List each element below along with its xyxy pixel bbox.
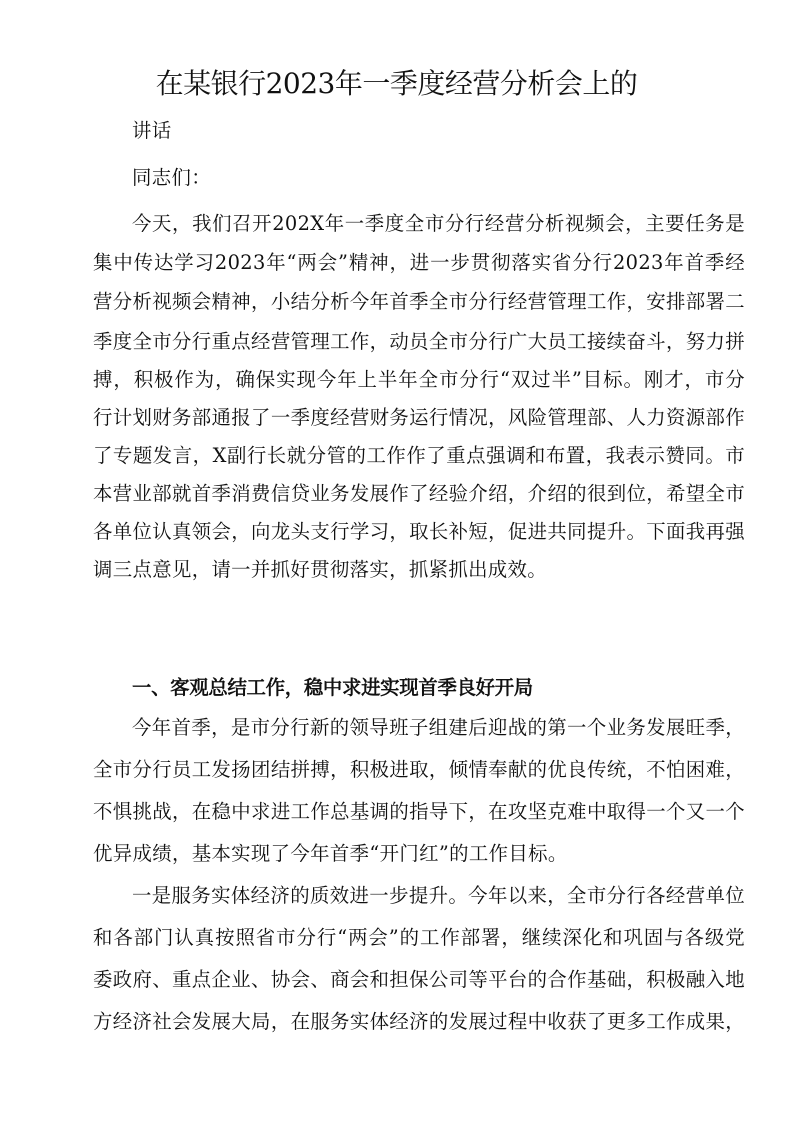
- section-heading: 一、客观总结工作，稳中求进实现首季良好开局: [132, 676, 533, 699]
- document-title: 在某银行2023年一季度经营分析会上的: [155, 67, 638, 100]
- paragraph-line: 了专题发言，X副行长就分管的工作作了重点强调和布置，我表示赞同。市: [93, 444, 745, 467]
- paragraph-line: 委政府、重点企业、协会、商会和担保公司等平台的合作基础，积极融入地: [93, 968, 745, 991]
- paragraph-line: 一是服务实体经济的质效进一步提升。今年以来，全市分行各经营单位: [132, 884, 745, 907]
- paragraph-line: 今天，我们召开202X年一季度全市分行经营分析视频会，主要任务是: [132, 212, 745, 235]
- paragraph-line: 行计划财务部通报了一季度经营财务运行情况，风险管理部、人力资源部作: [93, 406, 745, 429]
- document-subtitle: 讲话: [132, 119, 172, 142]
- paragraph-line: 方经济社会发展大局，在服务实体经济的发展过程中收获了更多工作成果，: [93, 1010, 745, 1033]
- paragraph-line: 季度全市分行重点经营管理工作，动员全市分行广大员工接续奋斗，努力拼: [93, 330, 745, 353]
- paragraph-line: 今年首季，是市分行新的领导班子组建后迎战的第一个业务发展旺季，: [132, 716, 745, 739]
- paragraph-line: 营分析视频会精神，小结分析今年首季全市分行经营管理工作，安排部署二: [93, 290, 745, 313]
- paragraph-line: 全市分行员工发扬团结拼搏，积极进取，倾情奉献的优良传统，不怕困难，: [93, 758, 745, 781]
- paragraph-line: 优异成绩，基本实现了今年首季“开门红”的工作目标。: [93, 842, 568, 865]
- paragraph-line: 各单位认真领会，向龙头支行学习，取长补短，促进共同提升。下面我再强: [93, 520, 745, 543]
- paragraph-line: 不惧挑战，在稳中求进工作总基调的指导下，在攻坚克难中取得一个又一个: [93, 800, 745, 823]
- salutation: 同志们：: [132, 166, 211, 189]
- paragraph-line: 和各部门认真按照省市分行“两会”的工作部署，继续深化和巩固与各级党: [93, 926, 745, 949]
- paragraph-line: 本营业部就首季消费信贷业务发展作了经验介绍，介绍的很到位，希望全市: [93, 482, 745, 505]
- paragraph-line: 搏，积极作为，确保实现今年上半年全市分行“双过半”目标。刚才，市分: [93, 368, 745, 391]
- paragraph-line: 集中传达学习2023年“两会”精神，进一步贯彻落实省分行2023年首季经: [93, 251, 745, 274]
- paragraph-line: 调三点意见，请一并抓好贯彻落实，抓紧抓出成效。: [93, 558, 548, 581]
